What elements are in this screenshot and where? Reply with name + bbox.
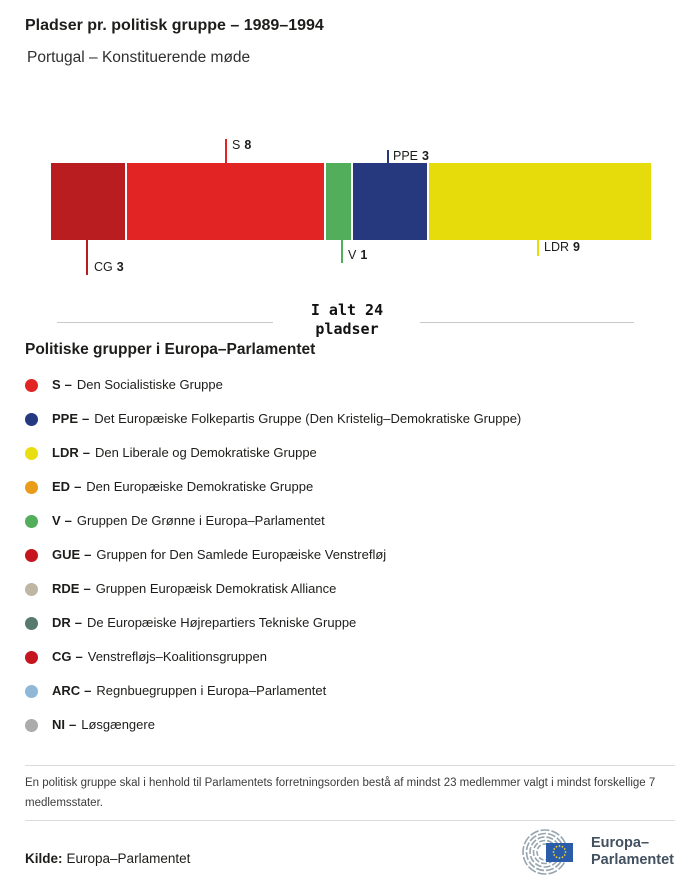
legend-item-label: CG – Venstrefløjs–Koalitionsgruppen: [52, 649, 267, 664]
source-value: Europa–Parlamentet: [66, 851, 191, 866]
legend-dot-gue: [25, 549, 38, 562]
legend-item-v: [25, 504, 675, 538]
callout-code-v: V: [348, 248, 357, 262]
page-subtitle: Portugal – Konstituerende møde: [27, 49, 251, 66]
bar-segment-s: [127, 163, 324, 240]
callout-code-ldr: LDR: [544, 240, 570, 254]
logo-line1: Europa–: [591, 835, 650, 851]
legend-item-cg: [25, 640, 675, 674]
legend-dot-ni: [25, 719, 38, 732]
legend-item-ppe: [25, 402, 675, 436]
legend-dot-ppe: [25, 413, 38, 426]
callout-seats-s: 8: [244, 138, 252, 152]
legend-item-arc: [25, 674, 675, 708]
bar-segment-ldr: [429, 163, 651, 240]
callout-tick-ldr: [537, 240, 539, 256]
source-label: Kilde:: [25, 851, 63, 866]
logo-line2: Parlamentet: [591, 852, 675, 868]
source-line: [25, 851, 190, 866]
bar-segment-v: [326, 163, 351, 240]
legend-item-s: [25, 368, 675, 402]
legend-item-label: S – Den Socialistiske Gruppe: [52, 377, 223, 392]
page-title: Pladser pr. politisk gruppe – 1989–1994: [25, 17, 324, 34]
total-seats-line2: pladser: [315, 320, 379, 338]
callout-tick-cg: [86, 240, 88, 275]
callout-tick-ppe: [387, 150, 389, 163]
callout-seats-ldr: 9: [573, 240, 580, 254]
callout-label-ppe: [393, 149, 429, 163]
legend-item-label: DR – De Europæiske Højrepartiers Tekniske Gruppe: [52, 615, 357, 630]
legend-item-label: V – Gruppen De Grønne i Europa–Parlamentet: [52, 513, 325, 528]
callout-label-s: [232, 138, 251, 152]
legend-item-ed: [25, 470, 675, 504]
legend-dot-ldr: [25, 447, 38, 460]
callout-tick-v: [341, 240, 343, 263]
callout-code-ppe: PPE: [393, 149, 419, 163]
callout-seats-cg: 3: [116, 260, 124, 274]
callout-code-cg: CG: [94, 260, 113, 274]
legend-item-dr: [25, 606, 675, 640]
legend-list: [25, 368, 675, 742]
callout-tick-s: [225, 139, 227, 163]
seats-stacked-bar: [51, 163, 651, 240]
legend-heading: Politiske grupper i Europa–Parlamentet: [25, 341, 316, 358]
legend-item-ni: [25, 708, 675, 742]
legend-dot-rde: [25, 583, 38, 596]
legend-item-label: GUE – Gruppen for Den Samlede Europæiske Venstrefløj: [52, 547, 387, 562]
legend-item-rde: [25, 572, 675, 606]
total-seats-line1: I alt 24: [310, 301, 384, 319]
legend-item-ldr: [25, 436, 675, 470]
total-seats-label: [97, 301, 597, 339]
footnote-divider-bottom: [25, 820, 675, 821]
callout-code-s: S: [232, 138, 241, 152]
bar-segment-ppe: [353, 163, 427, 240]
callout-label-ldr: [544, 240, 580, 254]
legend-item-gue: [25, 538, 675, 572]
legend-item-label: ARC – Regnbuegruppen i Europa–Parlamentet: [52, 683, 327, 698]
logo-wordmark: [591, 835, 674, 869]
legend-item-label: PPE – Det Europæiske Folkepartis Gruppe (Den Kristelig–Demokratiske Gruppe): [52, 411, 522, 426]
legend-dot-v: [25, 515, 38, 528]
bar-segment-cg: [51, 163, 125, 240]
legend-item-label: LDR – Den Liberale og Demokratiske Gruppe: [52, 445, 317, 460]
legend-dot-ed: [25, 481, 38, 494]
legend-item-label: ED – Den Europæiske Demokratiske Gruppe: [52, 479, 314, 494]
european-parliament-logo: [515, 827, 674, 877]
callout-seats-v: 1: [360, 248, 368, 262]
footnote-text: En politisk gruppe skal i henhold til Parlamentets forretningsorden bestå af mindst 23 medlemmer valgt i mindst forskellige 7 medlemsstater.: [25, 777, 656, 809]
callout-label-cg: [94, 260, 124, 274]
legend-dot-s: [25, 379, 38, 392]
footnote-divider-top: [25, 765, 675, 766]
legend-dot-arc: [25, 685, 38, 698]
callout-seats-ppe: 3: [422, 149, 429, 163]
legend-dot-dr: [25, 617, 38, 630]
hemicycle-icon: [515, 827, 583, 877]
legend-dot-cg: [25, 651, 38, 664]
legend-item-label: NI – Løsgængere: [52, 717, 155, 732]
legend-item-label: RDE – Gruppen Europæisk Demokratisk Alliance: [52, 581, 337, 596]
callout-label-v: [348, 248, 367, 262]
